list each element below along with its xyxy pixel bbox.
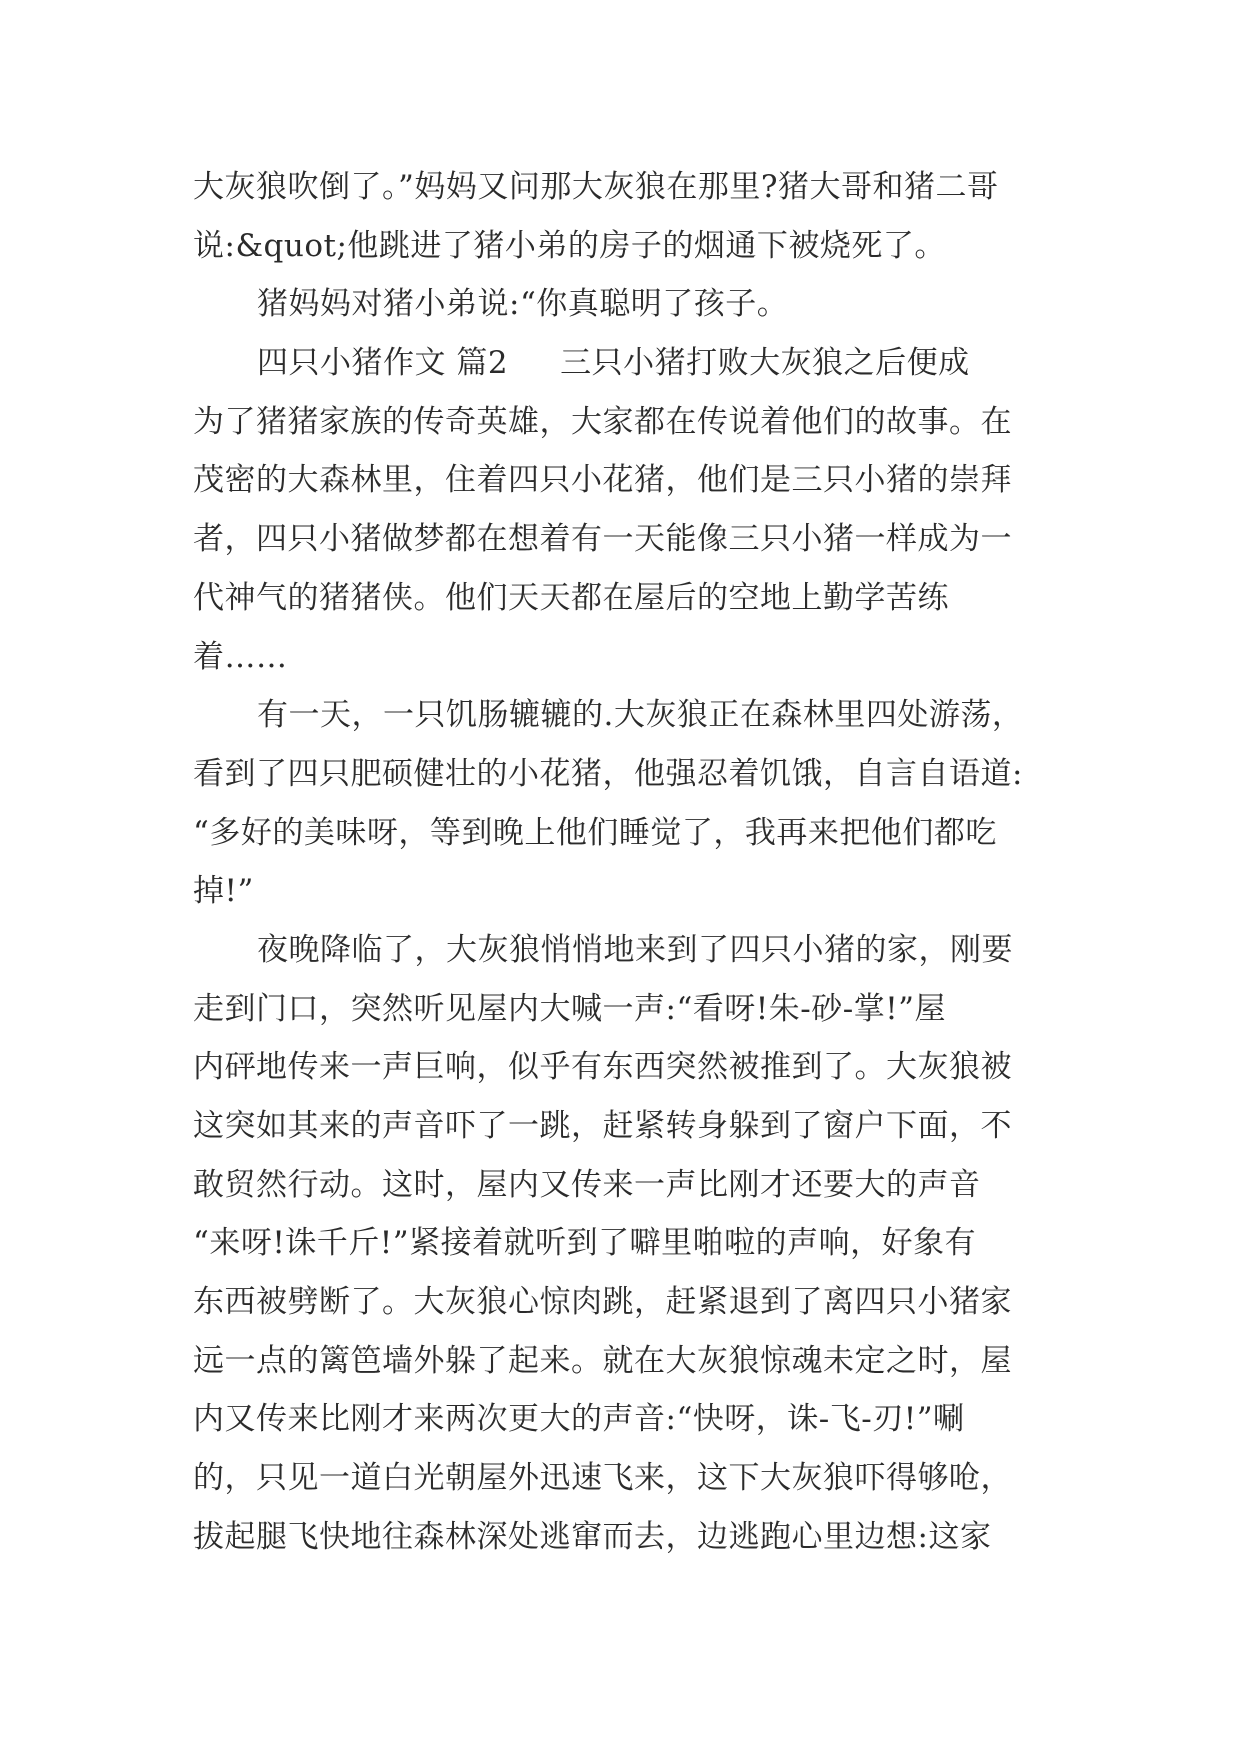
- document-body: [193, 158, 1053, 1567]
- text-line: 敢贸然行动。这时，屋内又传来一声比刚才还要大的声音: [193, 1166, 981, 1203]
- section-heading-line: [193, 334, 1053, 393]
- text-line: 看到了四只肥硕健壮的小花猪，他强忍着饥饿，自言自语道:: [193, 755, 1023, 792]
- text-line: 远一点的篱笆墙外躲了起来。就在大灰狼惊魂未定之时，屋: [193, 1342, 1012, 1379]
- text-line: 掉!”: [193, 873, 254, 910]
- text-line: 的，只见一道白光朝屋外迅速飞来，这下大灰狼吓得够呛，: [193, 1460, 1012, 1497]
- text-line: 夜晚降临了，大灰狼悄悄地来到了四只小猪的家，刚要: [257, 931, 1013, 968]
- text-line: 内砰地传来一声巨响，似乎有东西突然被推到了。大灰狼被: [193, 1049, 1012, 1086]
- text-line: 说:&quot;他跳进了猪小弟的房子的烟通下被烧死了。: [193, 227, 946, 264]
- text-line: 三只小猪打败大灰狼之后便成: [560, 345, 970, 382]
- text-line: 者，四只小猪做梦都在想着有一天能像三只小猪一样成为一: [193, 521, 1012, 558]
- text-line: 为了猪猪家族的传奇英雄，大家都在传说着他们的故事。在: [193, 403, 1012, 440]
- text-line: 拔起腿飞快地往森林深处逃窜而去，边逃跑心里边想:这家: [193, 1518, 992, 1555]
- text-line: 代神气的猪猪侠。他们天天都在屋后的空地上勤学苦练: [193, 579, 949, 616]
- text-line: 东西被劈断了。大灰狼心惊肉跳，赶紧退到了离四只小猪家: [193, 1284, 1012, 1321]
- text-line: 猪妈妈对猪小弟说:“你真聪明了孩子。: [257, 286, 789, 323]
- text-line: 内又传来比刚才来两次更大的声音:“快呀，诛-飞-刃!”唰: [193, 1401, 965, 1438]
- text-line: 走到门口，突然听见屋内大喊一声:“看呀!朱-砂-掌!”屋: [193, 990, 947, 1027]
- section-heading: 四只小猪作文 篇2: [257, 345, 509, 382]
- text-line: 有一天，一只饥肠辘辘的.大灰狼正在森林里四处游荡，: [257, 697, 1024, 734]
- text-line: 茂密的大森林里，住着四只小花猪，他们是三只小猪的崇拜: [193, 462, 1012, 499]
- text-line: 大灰狼吹倒了。”妈妈又问那大灰狼在那里?猪大哥和猪二哥: [193, 169, 999, 205]
- text-line: 这突如其来的声音吓了一跳，赶紧转身躲到了窗户下面，不: [193, 1108, 1012, 1144]
- text-line: “多好的美味呀，等到晚上他们睡觉了，我再来把他们都吃: [193, 814, 997, 851]
- text-line: 着……: [193, 638, 288, 675]
- text-line: “来呀!诛千斤!”紧接着就听到了噼里啪啦的声响，好象有: [193, 1225, 977, 1262]
